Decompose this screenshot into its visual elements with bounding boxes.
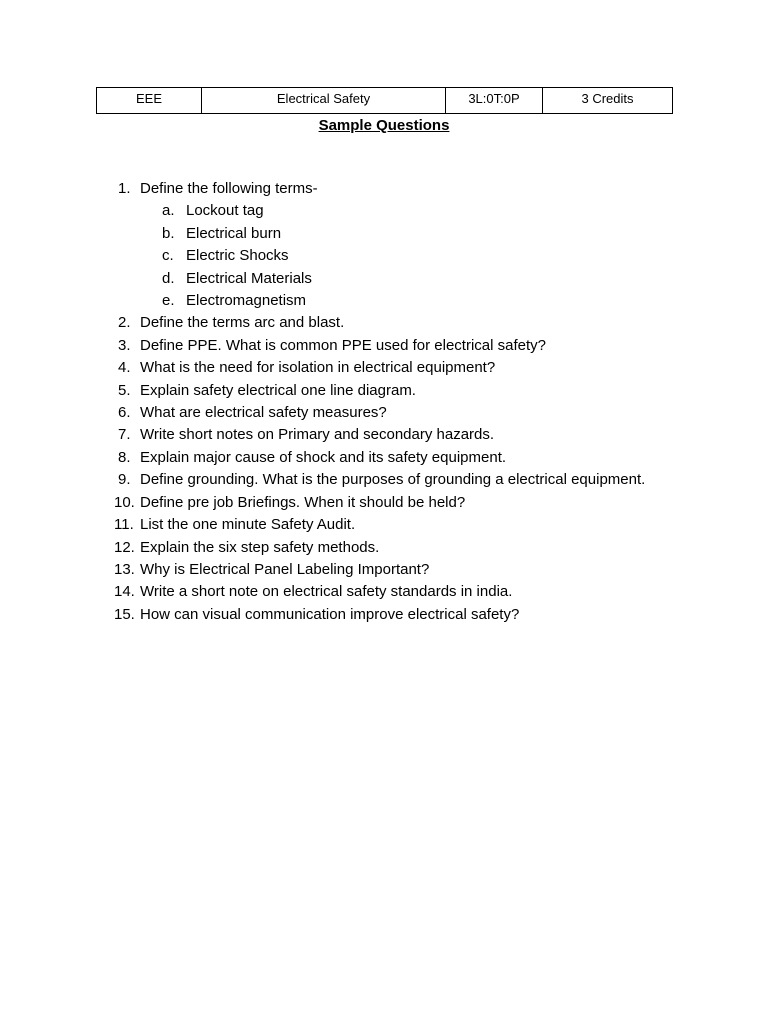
subterm-letter: e. [162,292,175,310]
question-item [114,514,674,536]
question-number: 2. [118,314,131,332]
question-text: Write short notes on Primary and secondary hazards. [140,426,495,444]
question-number: 14. [114,583,135,601]
question-number: 13. [114,560,135,578]
subterm-item [140,290,674,312]
question-text: Why is Electrical Panel Labeling Important? [140,560,430,578]
question-text: Explain major cause of shock and its safety equipment. [140,448,507,466]
question-item [114,559,674,581]
question-item [114,581,674,603]
question-number: 7. [118,426,131,444]
question-item [114,380,674,402]
course-header-table [96,87,673,114]
question-text: How can visual communication improve electrical safety? [140,605,520,623]
question-item [114,604,674,626]
question-number: 3. [118,336,131,354]
question-text: Define pre job Briefings. When it should be held? [140,493,466,511]
course-header-row [97,88,673,114]
question-item [114,469,674,491]
question-item [114,402,674,424]
question-text: Define the terms arc and blast. [140,314,345,332]
question-item [114,447,674,469]
ltp-cell: 3L:0T:0P [446,88,543,114]
question-item [114,178,674,312]
question-item [114,312,674,334]
subterm-item [140,223,674,245]
question-text: Explain the six step safety methods. [140,538,380,556]
question-number: 15. [114,605,135,623]
subterm-item [140,245,674,267]
subterm-letter: a. [162,202,175,220]
question-item [114,424,674,446]
question-item [114,335,674,357]
question-text: Define grounding. What is the purposes of grounding a electrical equipment. [140,471,646,489]
question-list [114,178,674,626]
subject-cell: Electrical Safety [202,88,446,114]
question-number: 9. [118,471,131,489]
subterm-text: Electrical burn [186,224,282,242]
question-text: List the one minute Safety Audit. [140,516,356,534]
subterm-text: Electric Shocks [186,247,289,265]
subterm-letter: c. [162,247,174,265]
department-cell: EEE [97,88,202,114]
question-number: 6. [118,404,131,422]
question-number: 12. [114,538,135,556]
question-text: Write a short note on electrical safety standards in india. [140,583,513,601]
subterm-item [140,200,674,222]
question-item [114,537,674,559]
subterm-item [140,268,674,290]
subterm-letter: b. [162,224,175,242]
subterm-list [140,200,674,312]
question-number: 1. [118,180,131,197]
question-number: 5. [118,381,131,399]
question-number: 8. [118,448,131,466]
subterm-text: Electrical Materials [186,269,312,287]
page-title: Sample Questions [318,117,450,134]
question-number: 10. [114,493,135,511]
question-text: What is the need for isolation in electrical equipment? [140,359,496,377]
question-item [114,357,674,379]
question-item [114,492,674,514]
subterm-letter: d. [162,269,175,287]
credits-cell: 3 Credits [543,88,673,114]
question-number: 11. [114,516,134,534]
question-text: Explain safety electrical one line diagram. [140,381,416,399]
question-number: 4. [118,359,131,377]
question-text: Define PPE. What is common PPE used for electrical safety? [140,336,547,354]
question-text: Define the following terms- [140,180,318,197]
question-text: What are electrical safety measures? [140,404,387,422]
subterm-text: Electromagnetism [186,292,307,310]
subterm-text: Lockout tag [186,202,264,220]
